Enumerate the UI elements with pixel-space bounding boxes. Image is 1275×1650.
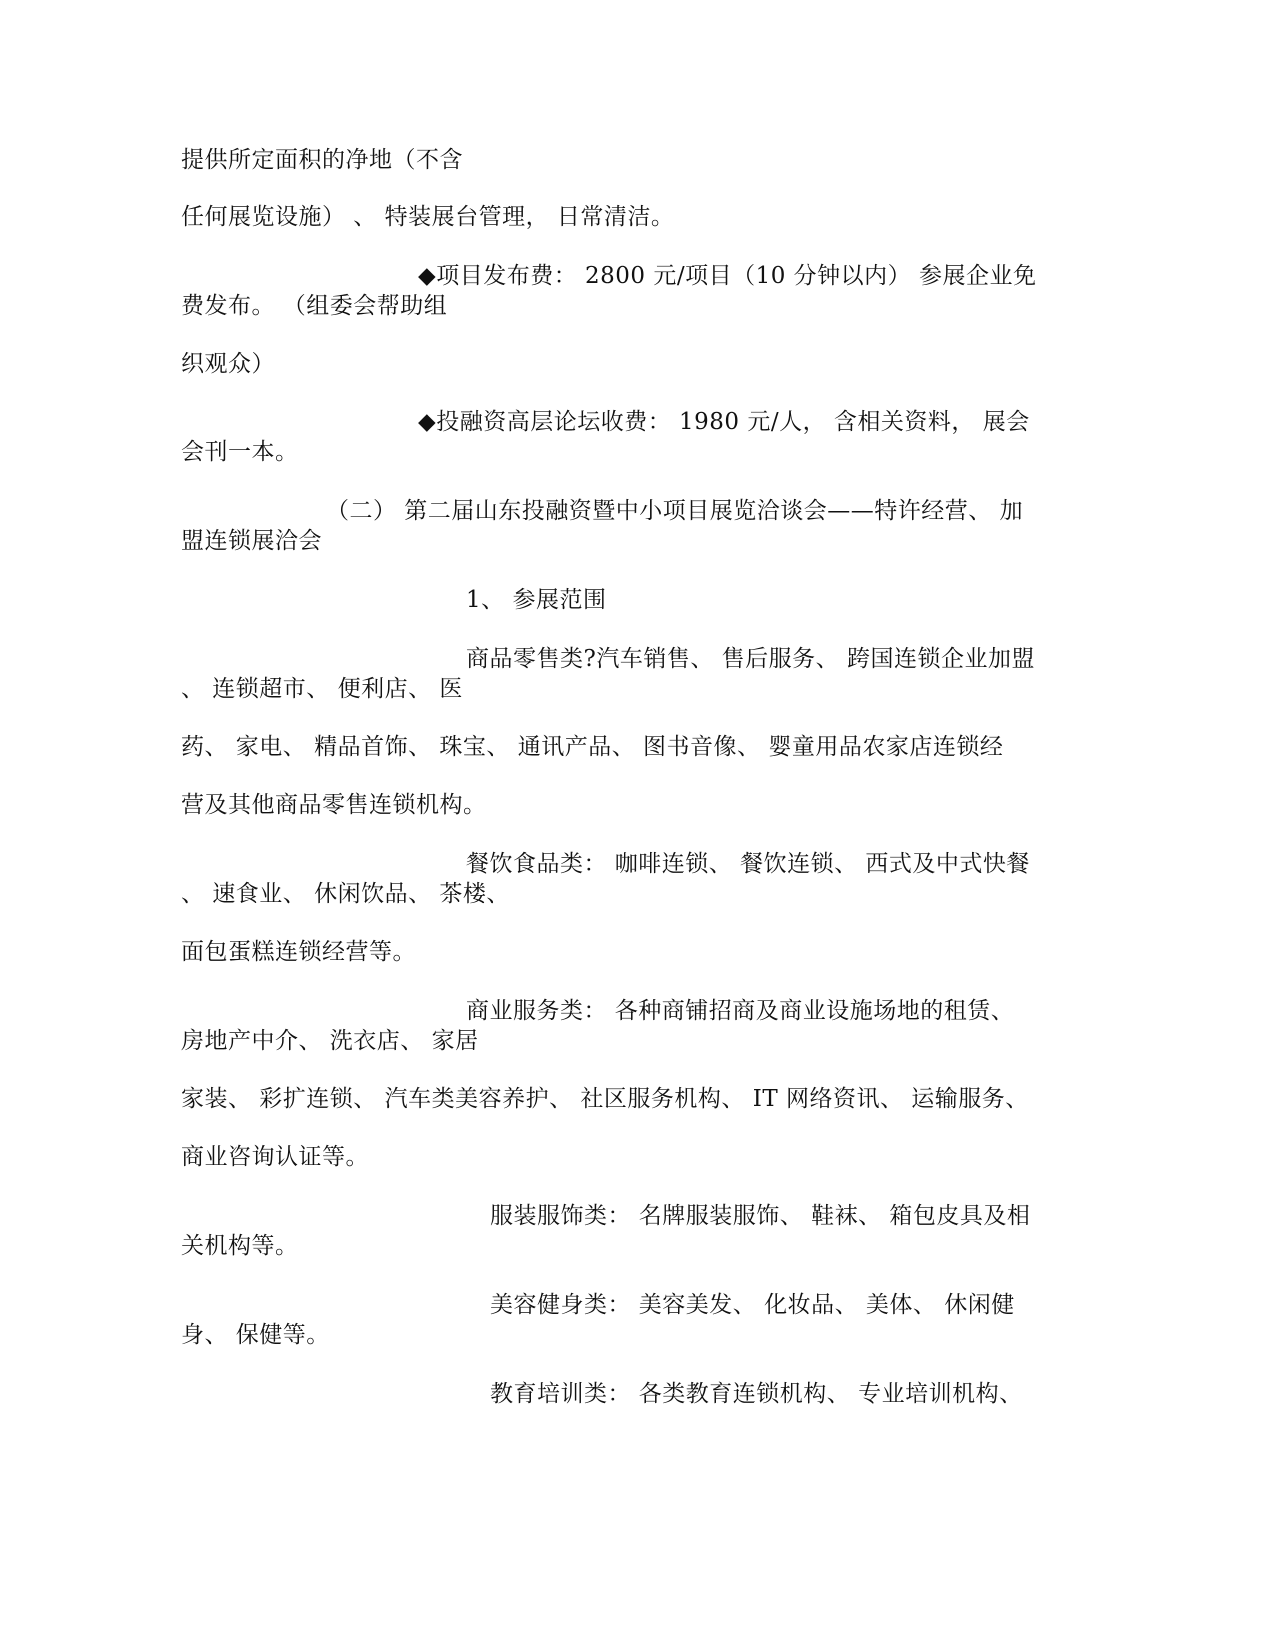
text-line-13: 药、 家电、 精品首饰、 珠宝、 通讯产品、 图书音像、 婴童用品农家店连锁经 [181,734,1004,760]
text-line-25: 身、 保健等。 [181,1322,330,1348]
text-line-17: 面包蛋糕连锁经营等。 [181,939,416,965]
text-line-26: 教育培训类： 各类教育连锁机构、 专业培训机构、 [490,1381,1023,1407]
text-line-6: ◆投融资高层论坛收费： 1980 元/人， 含相关资料， 展会 [418,409,1030,435]
text-line-12: 、 连锁超市、 便利店、 医 [181,676,463,702]
text-line-4: 费发布。 （组委会帮助组 [181,293,448,319]
text-line-23: 关机构等。 [181,1233,299,1259]
text-line-2: 任何展览设施） 、 特装展台管理， 日常清洁。 [181,204,675,230]
text-line-7: 会刊一本。 [181,439,299,465]
text-line-15: 餐饮食品类： 咖啡连锁、 餐饮连锁、 西式及中式快餐 [466,851,1030,877]
text-line-18: 商业服务类： 各种商铺招商及商业设施场地的租赁、 [466,998,1015,1024]
text-line-5: 织观众） [181,351,275,377]
text-line-24: 美容健身类： 美容美发、 化妆品、 美体、 休闲健 [490,1292,1015,1318]
text-line-3: ◆项目发布费： 2800 元/项目（10 分钟以内） 参展企业免 [418,263,1037,289]
text-line-19: 房地产中介、 洗衣店、 家居 [181,1028,479,1054]
text-line-10: 1、 参展范围 [466,587,607,613]
text-line-1: 提供所定面积的净地（不含 [181,147,463,173]
text-line-16: 、 速食业、 休闲饮品、 茶楼、 [181,881,510,907]
text-line-21: 商业咨询认证等。 [181,1144,369,1170]
text-line-11: 商品零售类?汽车销售、 售后服务、 跨国连锁企业加盟 [466,646,1035,672]
text-line-22: 服装服饰类： 名牌服装服饰、 鞋袜、 箱包皮具及相 [490,1203,1031,1229]
text-line-20: 家装、 彩扩连锁、 汽车类美容养护、 社区服务机构、 IT 网络资讯、 运输服务、 [181,1086,1029,1112]
text-line-9: 盟连锁展洽会 [181,528,322,554]
text-line-14: 营及其他商品零售连锁机构。 [181,792,487,818]
text-line-8: （二） 第二届山东投融资暨中小项目展览洽谈会——特许经营、 加 [326,498,1024,524]
